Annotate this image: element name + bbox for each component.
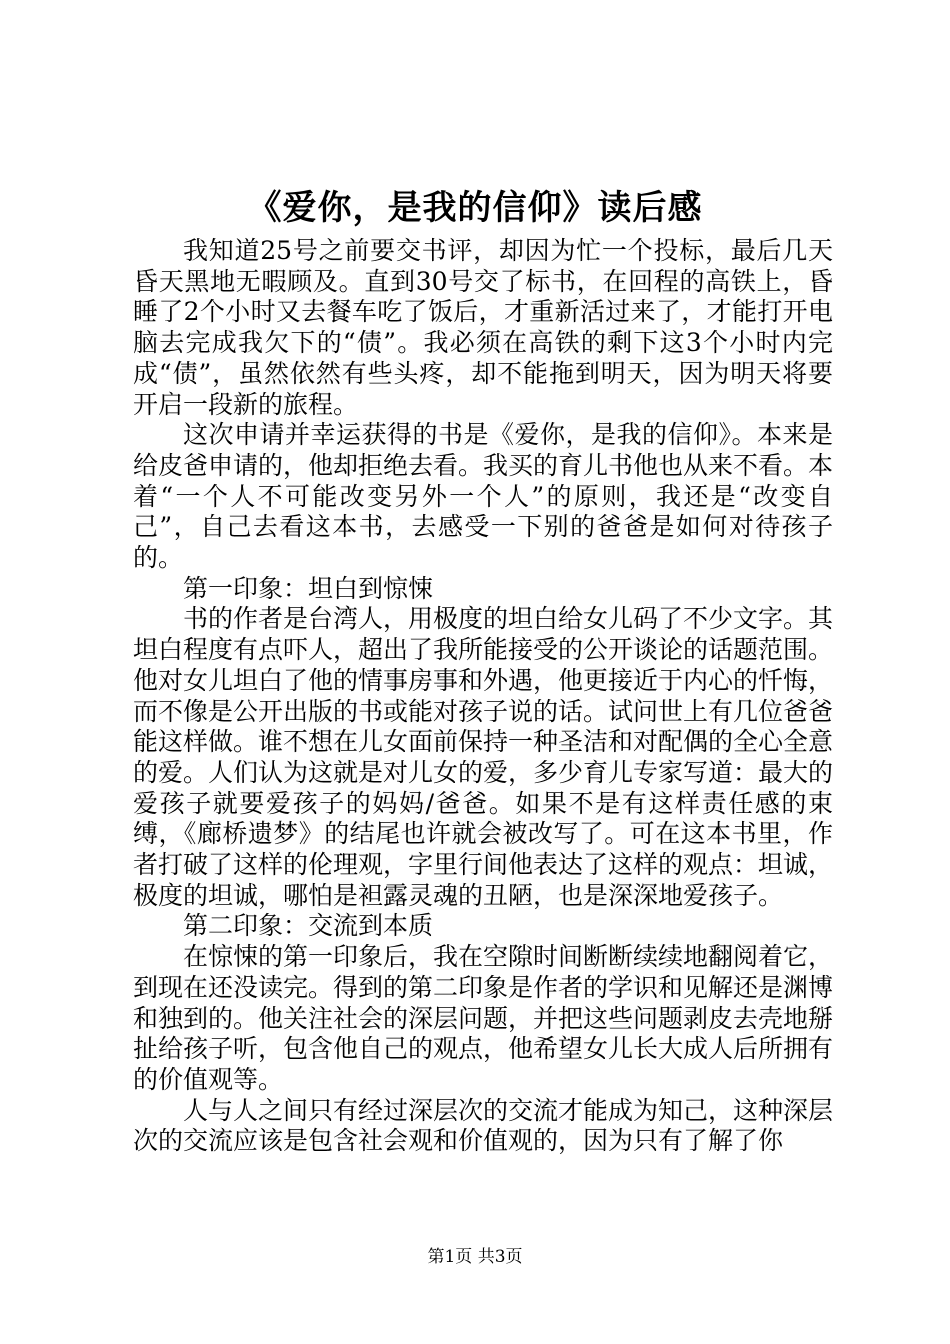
document-title: 《爱你，是我的信仰》读后感 bbox=[247, 188, 703, 228]
paragraph: 在惊悚的第一印象后，我在空隙时间断断续续地翻阅着它，到现在还没读完。得到的第二印象是作者的学识和见解还是渊博和独到的。他关注社会的深层问题，并把这些问题剥皮去壳地掰扯给孩子听，包含他自己的观点，他希望女儿长大成人后所拥有的价值观等。 bbox=[133, 942, 834, 1094]
section-heading: 第一印象：坦白到惊悚 bbox=[183, 573, 434, 603]
page-number-footer: 第1页 共3页 bbox=[427, 1247, 523, 1267]
document-body bbox=[133, 236, 833, 1157]
paragraph: 我知道25号之前要交书评，却因为忙一个投标，最后几天昏天黑地无暇顾及。直到30号交了标书，在回程的高铁上，昏睡了2个小时又去餐车吃了饭后，才重新活过来了，才能打开电脑去完成我欠下的“债”。我必须在高铁的剩下这3个小时内完成“债”，虽然依然有些头疼，却不能拖到明天，因为明天将要开启一段新的旅程。 bbox=[133, 236, 833, 419]
paragraph: 书的作者是台湾人，用极度的坦白给女儿码了不少文字。其坦白程度有点吓人，超出了我所能接受的公开谈论的话题范围。他对女儿坦白了他的情事房事和外遇，他更接近于内心的忏悔，而不像是公开出版的书或能对孩子说的话。试问世上有几位爸爸能这样做。谁不想在儿女面前保持一种圣洁和对配偶的全心全意的爱。人们认为这就是对儿女的爱，多少育儿专家写道：最大的爱孩子就要爱孩子的妈妈/爸爸。如果不是有这样责任感的束缚，《廊桥遗梦》的结尾也许就会被改写了。可在这本书里，作者打破了这样的伦理观，字里行间他表达了这样的观点：坦诚，极度的坦诚，哪怕是袒露灵魂的丑陋，也是深深地爱孩子。 bbox=[133, 604, 834, 910]
paragraph: 人与人之间只有经过深层次的交流才能成为知己，这种深层次的交流应该是包含社会观和价值观的，因为只有了解了你 bbox=[133, 1095, 834, 1156]
section-heading: 第二印象：交流到本质 bbox=[183, 911, 434, 941]
paragraph: 这次申请并幸运获得的书是《爱你，是我的信仰》。本来是给皮爸申请的，他却拒绝去看。我买的育儿书他也从来不看。本着“一个人不可能改变另外一个人”的原则，我还是“改变自己”，自己去看这本书，去感受一下别的爸爸是如何对待孩子的。 bbox=[133, 420, 834, 573]
